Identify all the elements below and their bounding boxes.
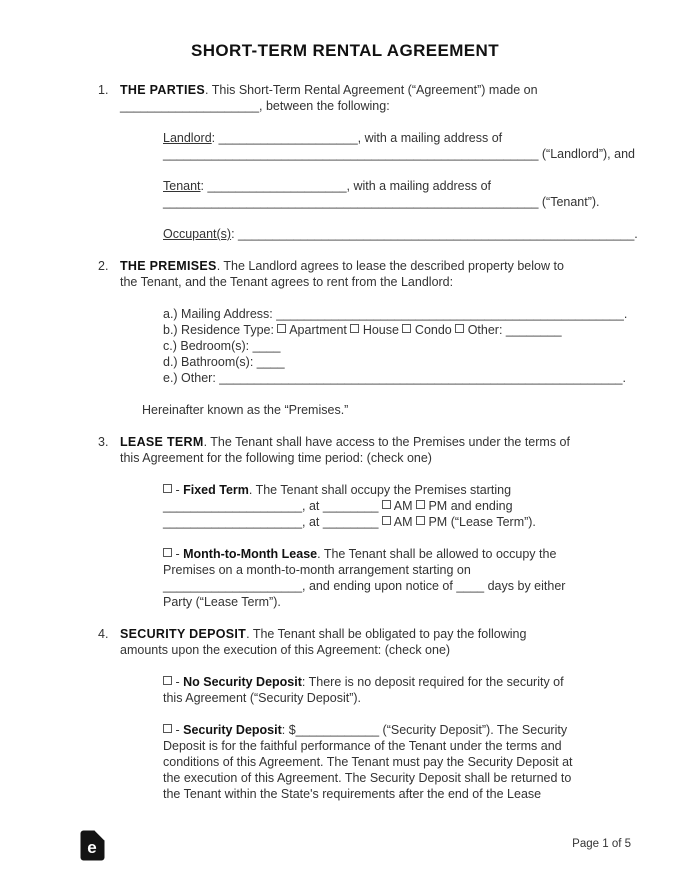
item-mailing-address: a.) Mailing Address: __________________________________________________. — [163, 307, 628, 321]
deposit-option — [163, 722, 643, 802]
section-security-deposit-heading: SECURITY DEPOSIT — [120, 627, 247, 641]
parties-intro-line2: ____________________, between the following: — [120, 99, 390, 113]
start-pm-label: PM and ending — [425, 499, 513, 513]
fixed-start-blanks: ____________________, at ________ — [163, 499, 382, 513]
deposit-text-line5: the Tenant within the State's requirements after the end of the Lease — [163, 787, 542, 801]
checkbox-fixed-term[interactable] — [163, 484, 172, 493]
checkbox-month-to-month[interactable] — [163, 548, 172, 557]
landlord-address-blank: ______________________________________________________ — [163, 147, 539, 161]
condo-label: Condo — [411, 323, 456, 337]
security-deposit-intro-text: . The Tenant shall be obligated to pay the following — [246, 627, 527, 641]
parties-intro — [120, 82, 643, 114]
landlord-block — [163, 130, 643, 162]
eforms-logo-icon — [80, 830, 105, 865]
month-text-line2: Premises on a month-to-month arrangement starting on — [163, 563, 471, 577]
section-parties — [98, 82, 643, 242]
month-text-line3: ____________________, and ending upon notice of ____ days by either — [163, 579, 566, 593]
fixed-end-blanks: ____________________, at ________ — [163, 515, 382, 529]
section-premises-number: 2. — [98, 259, 109, 273]
document-body — [98, 82, 643, 818]
deposit-text-line4: the execution of this Agreement. The Security Deposit shall be returned to — [163, 771, 572, 785]
month-text-line4: Party (“Lease Term”). — [163, 595, 281, 609]
checkbox-start-pm[interactable] — [416, 500, 425, 509]
lease-term-intro-line2: this Agreement for the following time period: (check one) — [120, 451, 432, 465]
landlord-label: Landlord — [163, 131, 212, 145]
tenant-blank-line: : ____________________, with a mailing address of — [200, 179, 492, 193]
section-lease-term-number: 3. — [98, 435, 109, 449]
premises-intro-text: . The Landlord agrees to lease the described property below to — [216, 259, 564, 273]
residence-type-label: b.) Residence Type: — [163, 323, 278, 337]
month-to-month-option — [163, 546, 643, 610]
premises-item-list — [163, 306, 643, 386]
logo-letter: e — [87, 838, 97, 857]
lease-term-intro-text: . The Tenant shall have access to the Premises under the terms of — [203, 435, 570, 449]
checkbox-security-deposit[interactable] — [163, 724, 172, 733]
deposit-text-line3: conditions of this Agreement. The Tenant must pay the Security Deposit at — [163, 755, 573, 769]
no-deposit-sep: - — [172, 675, 184, 689]
item-other: e.) Other: __________________________________________________________. — [163, 371, 626, 385]
occupants-blank-line: : _________________________________________________________. — [231, 227, 638, 241]
start-am-label: AM — [390, 499, 416, 513]
month-sep: - — [172, 547, 184, 561]
deposit-text-line1: : $____________ (“Security Deposit”). The Security — [281, 723, 568, 737]
end-am-label: AM — [390, 515, 416, 529]
no-deposit-label: No Security Deposit — [183, 675, 302, 689]
checkbox-residence-other[interactable] — [455, 324, 464, 333]
fixed-term-sep: - — [172, 483, 184, 497]
section-premises-heading: THE PREMISES — [120, 259, 217, 273]
item-bedrooms: c.) Bedroom(s): ____ — [163, 339, 281, 353]
page-number: Page 1 of 5 — [572, 838, 631, 850]
no-deposit-text-line1: : There is no deposit required for the security of — [301, 675, 564, 689]
item-bathrooms: d.) Bathroom(s): ____ — [163, 355, 285, 369]
section-lease-term-heading: LEASE TERM — [120, 435, 204, 449]
month-to-month-label: Month-to-Month Lease — [183, 547, 318, 561]
tenant-address-blank: ______________________________________________________ — [163, 195, 539, 209]
house-label: House — [359, 323, 403, 337]
tenant-suffix: (“Tenant”). — [538, 195, 600, 209]
deposit-sep: - — [172, 723, 184, 737]
section-parties-heading: THE PARTIES — [120, 83, 206, 97]
document-title: SHORT-TERM RENTAL AGREEMENT — [191, 41, 499, 60]
checkbox-end-am[interactable] — [382, 516, 391, 525]
no-deposit-text-line2: this Agreement (“Security Deposit”). — [163, 691, 361, 705]
section-parties-number: 1. — [98, 83, 109, 97]
tenant-label: Tenant — [163, 179, 201, 193]
occupants-label: Occupant(s) — [163, 227, 232, 241]
checkbox-end-pm[interactable] — [416, 516, 425, 525]
premises-intro-line2: the Tenant, and the Tenant agrees to rent from the Landlord: — [120, 275, 454, 289]
section-premises — [98, 258, 643, 418]
tenant-block — [163, 178, 643, 210]
no-deposit-option — [163, 674, 643, 706]
end-pm-label: PM (“Lease Term”). — [425, 515, 536, 529]
fixed-term-text: . The Tenant shall occupy the Premises starting — [248, 483, 512, 497]
premises-intro — [120, 258, 643, 290]
hereinafter-note — [142, 402, 643, 418]
deposit-label: Security Deposit — [183, 723, 282, 737]
lease-term-intro — [120, 434, 643, 466]
landlord-suffix: (“Landlord”), and — [538, 147, 635, 161]
item-residence-type — [163, 322, 643, 338]
parties-intro-text: . This Short-Term Rental Agreement (“Agreement”) made on — [205, 83, 538, 97]
section-lease-term — [98, 434, 643, 610]
fixed-term-label: Fixed Term — [183, 483, 249, 497]
apartment-label: Apartment — [286, 323, 351, 337]
deposit-text-line2: Deposit is for the faithful performance of the Tenant under the terms and — [163, 739, 562, 753]
hereinafter-text: Hereinafter known as the “Premises.” — [142, 403, 349, 417]
fixed-term-option — [163, 482, 643, 530]
checkbox-start-am[interactable] — [382, 500, 391, 509]
section-security-deposit-number: 4. — [98, 627, 109, 641]
month-text-line1: . The Tenant shall be allowed to occupy the — [317, 547, 557, 561]
residence-other-label: Other: ________ — [464, 323, 562, 337]
checkbox-no-security-deposit[interactable] — [163, 676, 172, 685]
occupants-block — [163, 226, 643, 242]
landlord-blank-line: : ____________________, with a mailing address of — [211, 131, 503, 145]
checkbox-house[interactable] — [350, 324, 359, 333]
section-security-deposit — [98, 626, 643, 802]
security-deposit-intro — [120, 626, 643, 658]
security-deposit-intro-line2: amounts upon the execution of this Agreement: (check one) — [120, 643, 451, 657]
